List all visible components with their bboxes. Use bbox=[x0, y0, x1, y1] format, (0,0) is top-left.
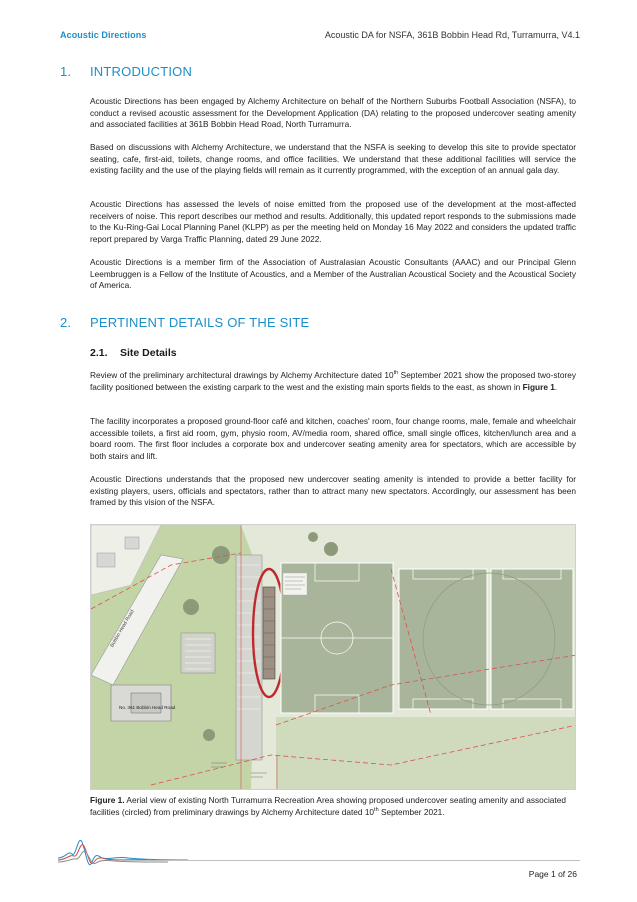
figure-label: Figure 1. bbox=[90, 795, 125, 805]
field-2 bbox=[399, 569, 487, 709]
figure-1-caption: Figure 1. Aerial view of existing North Turramurra Recreation Area showing proposed undercover seating amenity and associated facilities (circled) from preliminary drawings by Alchemy Architecture dated 10th September 2021. bbox=[90, 795, 566, 817]
intro-paragraph-4: Acoustic Directions is a member firm of the Association of Australasian Acoustic Consultants (AAAC) and our Principal Glenn Leembruggen is a Fellow of the Institute of Acoustics, and a Member of the Australian Acoustical Society and the Acoustical Society of America. bbox=[90, 257, 576, 290]
section-1-number: 1. bbox=[60, 64, 72, 79]
intro-paragraph-3: Acoustic Directions has assessed the levels of noise emitted from the proposed use of the development at the most-affected receivers of noise. This report describes our method and results. Additionally, this updated report responds to the submissions made to the Ku-Ring-Gai Local Planning Panel (KLPP) as per the meeting held on Monday 16 May 2022 and considers the updated traffic report prepared by Varga Traffic Planning, dated 29 June 2022. bbox=[90, 199, 576, 244]
waveform-logo bbox=[58, 828, 188, 876]
field-3 bbox=[491, 569, 573, 709]
site-paragraph-2: The facility incorporates a proposed ground-floor café and kitchen, coaches' room, four change rooms, male, female and wheelchair accessible toilets, a first aid room, gym, physio room, AV/media room, shared office, small single offices, kitchen/lunch area and a board room. The first floor includes a corporate box and undercover seating amenity area for spectators, which are accessible by both stairs and lift. bbox=[90, 416, 576, 461]
page-number: Page 1 of 26 bbox=[528, 869, 577, 879]
figure-1-reference: Figure 1 bbox=[522, 381, 555, 392]
intro-paragraph-1: Acoustic Directions has been engaged by Alchemy Architecture on behalf of the Northern Suburbs Football Association (NSFA), to conduct a revised acoustic assessment for the Development Application (DA) relating to the proposed undercover seating amenity and associated facilities at 361B Bobbin Head Road, North Turramurra. bbox=[90, 96, 576, 129]
section-1-title: INTRODUCTION bbox=[90, 64, 193, 79]
subsection-2-1-number: 2.1. bbox=[90, 347, 108, 359]
site-plan-figure bbox=[90, 524, 576, 790]
document-reference: Acoustic DA for NSFA, 361B Bobbin Head Rd, Turramurra, V4.1 bbox=[324, 30, 580, 40]
subsection-2-1-title: Site Details bbox=[120, 347, 177, 359]
footer-divider bbox=[120, 860, 580, 861]
site-paragraph-1: Review of the preliminary architectural drawings by Alchemy Architecture dated 10th September 2021 show the proposed two-storey facility positioned between the existing carpark to the west and the existing main sports fields to the east, as shown in Figure 1. bbox=[90, 370, 576, 392]
road-label: Bobbin Head Road bbox=[109, 608, 136, 649]
house-label: No. 361 Bobbin Head Road bbox=[119, 705, 176, 710]
brand-name: Acoustic Directions bbox=[60, 30, 147, 40]
section-2-number: 2. bbox=[60, 315, 72, 330]
intro-paragraph-2: Based on discussions with Alchemy Architecture, we understand that the NSFA is seeking to develop this site to provide spectator seating, cafe, first-aid, toilets, change rooms, and office facilities. We understand that these additional facilities will service the existing facility and the use of the playing fields will remain as it currently programmed, with the exception of an annual gala day. bbox=[90, 142, 576, 175]
page-header bbox=[60, 30, 580, 44]
site-paragraph-3: Acoustic Directions understands that the proposed new undercover seating amenity is intended to provide a better facility for existing players, users, officials and spectators, rather than to attract many new spectators. Accordingly, our assessment has been framed by this vision of the NSFA. bbox=[90, 474, 576, 507]
section-2-title: PERTINENT DETAILS OF THE SITE bbox=[90, 315, 310, 330]
site-plan-drawing bbox=[91, 525, 576, 790]
